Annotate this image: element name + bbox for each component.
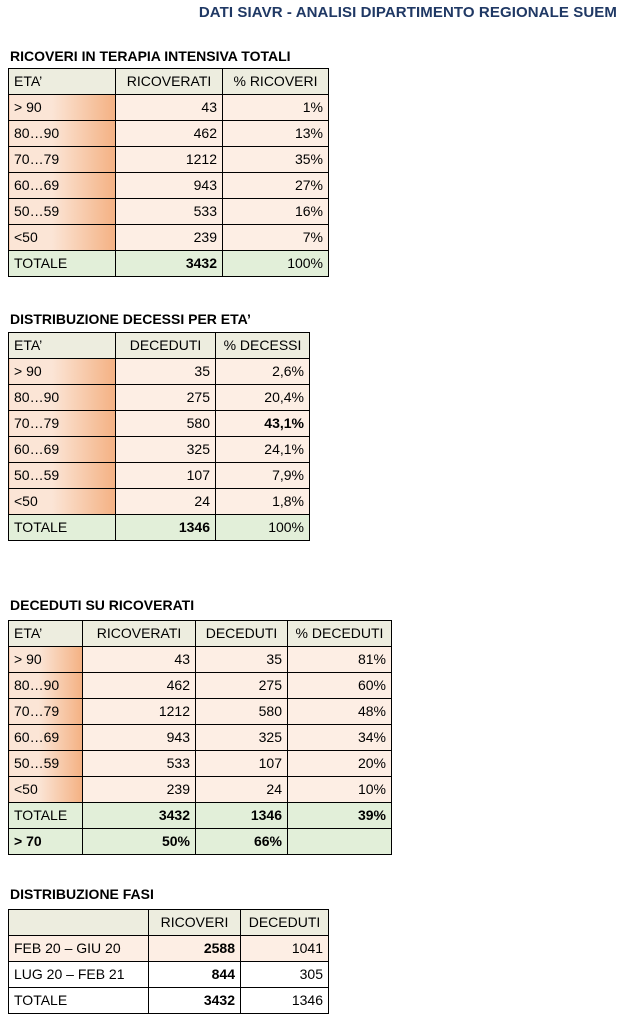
table2-title: DISTRIBUZIONE DECESSI PER ETA’ [10, 311, 251, 327]
total-value: 1346 [196, 803, 288, 829]
header-cell: ETA’ [9, 333, 116, 359]
header-cell: DECEDUTI [196, 621, 288, 647]
table-row [9, 411, 310, 437]
value-cell: 943 [83, 725, 196, 751]
total-row [9, 803, 392, 829]
percent-cell: 13% [223, 121, 329, 147]
table-row [9, 199, 329, 225]
table-row [9, 173, 329, 199]
value-cell: 533 [83, 751, 196, 777]
value-cell: 580 [196, 699, 288, 725]
table-row [9, 147, 329, 173]
table-row [9, 777, 392, 803]
percent-cell: 35% [223, 147, 329, 173]
table-row [9, 751, 392, 777]
total-percent: 100% [216, 515, 310, 541]
over70-label: > 70 [9, 829, 83, 855]
table-row [9, 121, 329, 147]
value-cell: 239 [116, 225, 223, 251]
over70-deaths-share: 66% [196, 829, 288, 855]
value-cell: 580 [116, 411, 216, 437]
value-cell: 275 [196, 673, 288, 699]
table-row [9, 359, 310, 385]
value-cell: 844 [149, 962, 241, 988]
value-cell: 275 [116, 385, 216, 411]
over70-row [9, 829, 392, 855]
value-cell: 462 [116, 121, 223, 147]
deaths-on-admissions-table [8, 620, 392, 855]
table-header-row [9, 621, 392, 647]
header-cell: ETA’ [9, 621, 83, 647]
value-cell: 305 [241, 962, 329, 988]
header-cell: RICOVERATI [116, 69, 223, 95]
age-cell: 80…90 [9, 673, 83, 699]
age-cell: 80…90 [9, 121, 116, 147]
table-row [9, 673, 392, 699]
percent-cell: 7% [223, 225, 329, 251]
value-cell: 107 [196, 751, 288, 777]
total-value: 1346 [241, 988, 329, 1014]
table4-title: DISTRIBUZIONE FASI [10, 886, 154, 902]
age-cell: > 90 [9, 647, 83, 673]
table-row [9, 463, 310, 489]
total-label: TOTALE [9, 988, 149, 1014]
age-cell: 50…59 [9, 463, 116, 489]
value-cell: 325 [196, 725, 288, 751]
header-cell: % RICOVERI [223, 69, 329, 95]
percent-cell: 24,1% [216, 437, 310, 463]
percent-cell: 20,4% [216, 385, 310, 411]
value-cell: 43 [116, 95, 223, 121]
value-cell: 325 [116, 437, 216, 463]
total-row [9, 515, 310, 541]
header-cell: DECEDUTI [116, 333, 216, 359]
total-value: 3432 [116, 251, 223, 277]
percent-cell: 1,8% [216, 489, 310, 515]
table-row [9, 699, 392, 725]
value-cell: 1212 [116, 147, 223, 173]
header-cell: % DECESSI [216, 333, 310, 359]
value-cell: 943 [116, 173, 223, 199]
table-header-row [9, 69, 329, 95]
age-cell: 60…69 [9, 725, 83, 751]
age-cell: 70…79 [9, 147, 116, 173]
percent-cell: 1% [223, 95, 329, 121]
header-cell: % DECEDUTI [288, 621, 392, 647]
total-value: 1346 [116, 515, 216, 541]
age-cell: > 90 [9, 359, 116, 385]
age-cell: 60…69 [9, 437, 116, 463]
table-row [9, 385, 310, 411]
percent-cell: 7,9% [216, 463, 310, 489]
percent-cell: 81% [288, 647, 392, 673]
percent-cell: 48% [288, 699, 392, 725]
age-cell: 50…59 [9, 751, 83, 777]
age-cell: <50 [9, 225, 116, 251]
age-cell: 50…59 [9, 199, 116, 225]
percent-cell: 34% [288, 725, 392, 751]
total-value: 3432 [83, 803, 196, 829]
table-header-row [9, 333, 310, 359]
table-row [9, 936, 329, 962]
age-cell: <50 [9, 777, 83, 803]
age-cell: 70…79 [9, 699, 83, 725]
value-cell: 35 [116, 359, 216, 385]
value-cell: 43 [83, 647, 196, 673]
value-cell: 35 [196, 647, 288, 673]
value-cell: 24 [116, 489, 216, 515]
age-cell: 70…79 [9, 411, 116, 437]
value-cell: 107 [116, 463, 216, 489]
icu-admissions-table [8, 68, 329, 277]
phases-table [8, 909, 329, 1014]
percent-cell: 2,6% [216, 359, 310, 385]
header-cell: DECEDUTI [241, 910, 329, 936]
table-row [9, 95, 329, 121]
value-cell: 24 [196, 777, 288, 803]
total-percent: 39% [288, 803, 392, 829]
total-value: 3432 [149, 988, 241, 1014]
total-row [9, 988, 329, 1014]
value-cell: 239 [83, 777, 196, 803]
total-label: TOTALE [9, 515, 116, 541]
age-cell: 60…69 [9, 173, 116, 199]
table-header-row [9, 910, 329, 936]
value-cell: 462 [83, 673, 196, 699]
total-row [9, 251, 329, 277]
age-cell: > 90 [9, 95, 116, 121]
header-cell: RICOVERI [149, 910, 241, 936]
header-cell: RICOVERATI [83, 621, 196, 647]
total-percent: 100% [223, 251, 329, 277]
value-cell: 533 [116, 199, 223, 225]
table-row [9, 962, 329, 988]
percent-cell: 27% [223, 173, 329, 199]
total-label: TOTALE [9, 251, 116, 277]
phase-cell: FEB 20 – GIU 20 [9, 936, 149, 962]
percent-cell: 20% [288, 751, 392, 777]
deaths-by-age-table [8, 332, 310, 541]
header-cell [9, 910, 149, 936]
value-cell: 1041 [241, 936, 329, 962]
empty-cell [288, 829, 392, 855]
percent-cell: 43,1% [216, 411, 310, 437]
over70-admissions-share: 50% [83, 829, 196, 855]
phase-cell: LUG 20 – FEB 21 [9, 962, 149, 988]
age-cell: <50 [9, 489, 116, 515]
table-row [9, 647, 392, 673]
table3-title: DECEDUTI SU RICOVERATI [10, 597, 195, 613]
table-row [9, 489, 310, 515]
document-title: DATI SIAVR - ANALISI DIPARTIMENTO REGIONALE SUEM [198, 4, 617, 21]
value-cell: 1212 [83, 699, 196, 725]
percent-cell: 10% [288, 777, 392, 803]
table-row [9, 437, 310, 463]
percent-cell: 60% [288, 673, 392, 699]
age-cell: 80…90 [9, 385, 116, 411]
table-row [9, 725, 392, 751]
table-row [9, 225, 329, 251]
value-cell: 2588 [149, 936, 241, 962]
percent-cell: 16% [223, 199, 329, 225]
total-label: TOTALE [9, 803, 83, 829]
table1-title: RICOVERI IN TERAPIA INTENSIVA TOTALI [10, 48, 291, 64]
header-cell: ETA’ [9, 69, 116, 95]
